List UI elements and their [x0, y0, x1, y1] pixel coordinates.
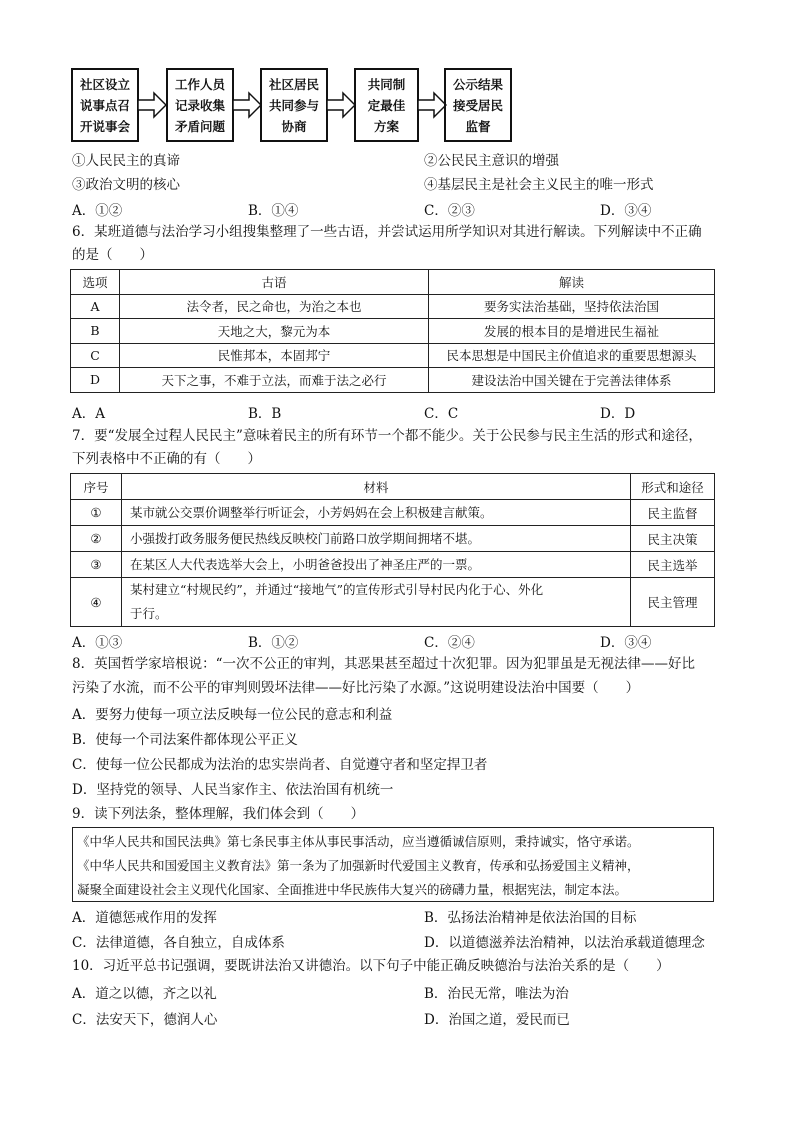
- table-row: [71, 368, 715, 393]
- flow-box-text: 方案: [373, 118, 399, 134]
- q7-table: [70, 473, 715, 627]
- flow-box-text: 共同制: [367, 76, 406, 92]
- flow-box-text: 定最佳: [367, 97, 406, 113]
- q8-stem-line-1: 8．英国哲学家培根说：“一次不公正的审判，其恶果甚至超过十次犯罪。因为犯罪虽是无视法律——好比: [72, 656, 695, 672]
- flow-box-text: 开说事会: [79, 118, 130, 134]
- flow-box-5: [444, 68, 512, 142]
- q7-option-a[interactable]: A．①③: [72, 635, 123, 651]
- table-cell: B: [71, 319, 120, 344]
- table-header-cell: 古语: [120, 270, 429, 295]
- q10-option-c[interactable]: C．法安天下，德润人心: [72, 1012, 218, 1028]
- q6-stem-line-2: 的是（ ）: [72, 247, 153, 263]
- arrow-right-icon: [326, 90, 356, 120]
- table-header-cell: 材料: [122, 474, 631, 500]
- table-header-cell: 选项: [71, 270, 120, 295]
- flow-box-text: 协商: [281, 118, 307, 134]
- table-cell: A: [71, 294, 120, 319]
- q7-stem-line-2: 下列表格中不正确的有（ ）: [72, 451, 261, 467]
- q9-quote-box: [72, 827, 714, 902]
- table-cell: [122, 578, 631, 627]
- table-cell: ②: [71, 526, 122, 552]
- q9-stem: 9．读下列法条，整体理解，我们体会到（ ）: [72, 806, 365, 822]
- q5-option-c[interactable]: C．②③: [424, 203, 475, 219]
- q9-option-d[interactable]: D．以道德滋养法治精神，以法治承载道德理念: [424, 935, 705, 951]
- q8-option-d[interactable]: D．坚持党的领导、人民当家作主、依法治国有机统一: [72, 782, 394, 798]
- table-header-cell: 序号: [71, 474, 122, 500]
- flow-box-3: [260, 68, 328, 142]
- table-cell: 要务实法治基础，坚持依法治国: [429, 294, 715, 319]
- quote-line: 凝聚全面建设社会主义现代化国家、全面推进中华民族伟大复兴的磅礴力量，根据宪法，制定本法。: [77, 882, 628, 897]
- q6-option-b[interactable]: B．B: [248, 406, 282, 422]
- arrow-right-icon: [137, 90, 167, 120]
- table-cell: 民主选举: [631, 552, 715, 578]
- table-cell: 建设法治中国关键在于完善法律体系: [429, 368, 715, 393]
- flow-box-2: [166, 68, 234, 142]
- quote-line: 《中华人民共和国民法典》第七条民事主体从事民事活动，应当遵循诚信原则，秉持诚实，恪守承诺。: [77, 834, 640, 849]
- flow-box-text: 记录收集: [174, 97, 225, 113]
- q7-option-c[interactable]: C．②④: [424, 635, 475, 651]
- table-cell: ④: [71, 578, 122, 627]
- flow-box-text: 工作人员: [174, 76, 225, 92]
- q7-option-b[interactable]: B．①②: [248, 635, 299, 651]
- q8-option-c[interactable]: C．使每一位公民都成为法治的忠实崇尚者、自觉遵守者和坚定捍卫者: [72, 757, 488, 773]
- table-row: [71, 578, 715, 627]
- table-cell: 民主管理: [631, 578, 715, 627]
- q5-option-d[interactable]: D．③④: [600, 203, 652, 219]
- table-cell: ①: [71, 500, 122, 526]
- table-cell: 法令者，民之命也，为治之本也: [120, 294, 429, 319]
- flow-box-text: 公示结果: [452, 76, 503, 92]
- q5-item-4: ④基层民主是社会主义民主的唯一形式: [424, 177, 654, 193]
- table-row: [71, 343, 715, 368]
- q9-option-c[interactable]: C．法律道德，各自独立，自成体系: [72, 935, 285, 951]
- arrow-right-icon: [417, 90, 447, 120]
- q8-stem-line-2: 污染了水流，而不公平的审判则毁坏法律——好比污染了水源。”这说明建设法治中国要（ ）: [72, 680, 640, 696]
- q6-option-c[interactable]: C．C: [424, 406, 459, 422]
- table-cell: 天下之事，不难于立法，而难于法之必行: [120, 368, 429, 393]
- arrow-right-icon: [232, 90, 262, 120]
- flow-box-1: [71, 68, 139, 142]
- q10-option-a[interactable]: A．道之以德，齐之以礼: [72, 986, 217, 1002]
- q7-stem-line-1: 7．要“发展全过程人民民主”意味着民主的所有环节一个都不能少。关于公民参与民主生活的形式和途径，: [72, 428, 702, 444]
- flow-box-text: 共同参与: [268, 97, 319, 113]
- flow-box-text: 社区居民: [268, 76, 319, 92]
- material-line: 某村建立“村规民约”，并通过“接地气”的宣传形式引导村民内化于心、外化: [130, 582, 544, 597]
- table-cell: 民主监督: [631, 500, 715, 526]
- table-header-cell: 解读: [429, 270, 715, 295]
- flow-box-4: [354, 68, 419, 142]
- table-row: [71, 526, 715, 552]
- table-cell: D: [71, 368, 120, 393]
- q6-table: [70, 269, 715, 393]
- q5-option-b[interactable]: B．①④: [248, 203, 299, 219]
- table-cell: 民本思想是中国民主价值追求的重要思想源头: [429, 343, 715, 368]
- table-header-cell: 形式和途径: [631, 474, 715, 500]
- flow-box-text: 矛盾问题: [174, 118, 225, 134]
- q9-option-a[interactable]: A．道德惩戒作用的发挥: [72, 910, 217, 926]
- q10-option-d[interactable]: D．治国之道，爱民而已: [424, 1012, 570, 1028]
- table-row: [71, 319, 715, 344]
- table-header-row: [71, 270, 715, 295]
- flow-box-text: 社区设立: [79, 76, 130, 92]
- q8-option-a[interactable]: A．要努力使每一项立法反映每一位公民的意志和利益: [72, 707, 393, 723]
- q5-item-2: ②公民民主意识的增强: [424, 153, 559, 169]
- q10-option-b[interactable]: B．治民无常，唯法为治: [424, 986, 569, 1002]
- flow-box-text: 接受居民: [452, 97, 503, 113]
- q6-option-a[interactable]: A．A: [72, 406, 105, 422]
- q10-stem: 10．习近平总书记强调，要既讲法治又讲德治。以下句子中能正确反映德治与法治关系的是（ ）: [72, 958, 670, 974]
- table-cell: 发展的根本目的是增进民生福祉: [429, 319, 715, 344]
- table-cell: 在某区人大代表选举大会上，小明爸爸投出了神圣庄严的一票。: [122, 552, 631, 578]
- q6-stem-line-1: 6．某班道德与法治学习小组搜集整理了一些古语，并尝试运用所学知识对其进行解读。下列解读中不正确: [72, 224, 702, 240]
- q9-option-b[interactable]: B．弘扬法治精神是依法治国的目标: [424, 910, 637, 926]
- table-row: [71, 552, 715, 578]
- q5-item-3: ③政治文明的核心: [72, 177, 180, 193]
- table-cell: 小强拨打政务服务便民热线反映校门前路口放学期间拥堵不堪。: [122, 526, 631, 552]
- table-row: [71, 294, 715, 319]
- table-cell: C: [71, 343, 120, 368]
- table-cell: 某市就公交票价调整举行听证会，小芳妈妈在会上积极建言献策。: [122, 500, 631, 526]
- table-header-row: [71, 474, 715, 500]
- q5-item-1: ①人民民主的真谛: [72, 153, 180, 169]
- flow-box-text: 监督: [465, 118, 491, 134]
- table-cell: 民主决策: [631, 526, 715, 552]
- table-cell: 天地之大，黎元为本: [120, 319, 429, 344]
- quote-line: 《中华人民共和国爱国主义教育法》第一条为了加强新时代爱国主义教育，传承和弘扬爱国主义精神，: [77, 858, 640, 873]
- q5-option-a[interactable]: A．①②: [72, 203, 123, 219]
- q7-option-d[interactable]: D．③④: [600, 635, 652, 651]
- table-row: [71, 500, 715, 526]
- table-cell: ③: [71, 552, 122, 578]
- q8-option-b[interactable]: B．使每一个司法案件都体现公平正义: [72, 732, 298, 748]
- material-line: 于行。: [130, 606, 168, 621]
- flow-box-text: 说事点召: [79, 97, 130, 113]
- q6-option-d[interactable]: D．D: [600, 406, 636, 422]
- table-cell: 民惟邦本，本固邦宁: [120, 343, 429, 368]
